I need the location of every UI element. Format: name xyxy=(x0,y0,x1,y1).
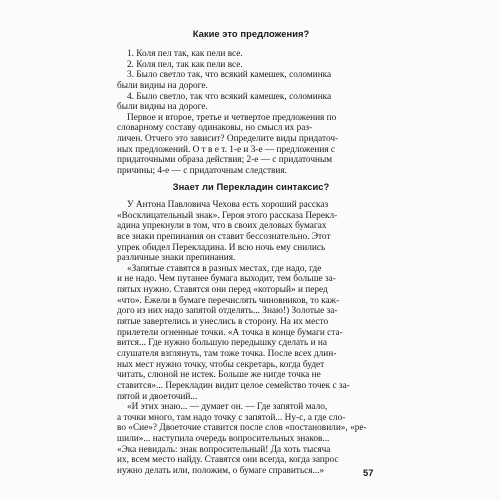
text-line: 1. Коля пел так, как пели все. xyxy=(127,49,243,59)
text-line: ных предложений. О т в е т. 1-е и 3-е — предложения с xyxy=(117,144,336,155)
text-line: 3. Было светло так, что всякий камешек, соломинка xyxy=(127,70,332,81)
text-line: ных мест нужно точку, чтобы секретарь, когда будет xyxy=(117,359,325,370)
text-line: адина упрекнули в том, что в своих деловых бумагах xyxy=(117,221,327,232)
text-line: во «Сие»? Двоеточие ставится после слов «постановили», «ре- xyxy=(117,423,367,434)
text-line: шили»... наступила очередь вопросительных знаков... xyxy=(117,434,330,445)
text-line: придаточными образа действия; 2-е — с придаточным xyxy=(117,155,333,166)
text-line: 2. Коля пел, так как пели все. xyxy=(127,59,243,70)
text-line: 4. Было светло, так что всякий камешек, соломинка xyxy=(127,91,332,102)
text-line: личен. Отчего это зависит? Определите виды придаточ- xyxy=(117,134,339,145)
text-line: все знаки препинания он ставит бессознательно. Этот xyxy=(117,231,331,242)
text-line: причины; 4-е — с придаточным следствия. xyxy=(117,166,287,177)
text-line: нужно делать или, положим, о бумаге справиться...» xyxy=(117,466,325,477)
text-line: были видны на дороге. xyxy=(117,80,208,91)
text-line: различные знаки препинания. xyxy=(117,253,236,264)
text-line: были видны на дороге. xyxy=(117,102,208,113)
text-line: Первое и второе, третье и четвертое предложения по xyxy=(127,112,337,123)
text-line: слушателя взглянуть, там тоже точка. После всех длин- xyxy=(117,348,337,359)
text-line: «что». Ежели в бумаге перечислять чиновников, то каж- xyxy=(117,295,340,306)
text-line: вится... Где нужно большую передышку сделать и на xyxy=(117,338,327,349)
text-line: пятые завертелись и унеслись в сторону. На их место xyxy=(117,317,329,328)
text-line: и не надо. Чем путанее бумага выходит, тем больше за- xyxy=(117,274,336,285)
text-line: а точки много, там надо точку с запятой... Ну-с, а где сло- xyxy=(117,412,346,423)
section-heading-1: Какие это предложения? xyxy=(192,28,310,39)
section-body-1 xyxy=(117,49,385,177)
text-line: упрек обидел Перекладина. И всю ночь ему снились xyxy=(117,242,326,253)
text-line: «И этих знаю... — думает он. — Где запятой мало, xyxy=(127,402,328,413)
section-body-2 xyxy=(117,200,385,477)
text-line: «Эка невидаль: знак вопросительный! Да хоть тысяча xyxy=(117,444,331,455)
text-line: пятых нужно. Ставятся они перед «который» и перед xyxy=(117,285,328,296)
text-line: «Запятые ставятся в разных местах, где надо, где xyxy=(127,263,322,274)
text-line: прилетели огненные точки. «А точка в конце бумаги ста- xyxy=(117,327,343,338)
text-line: пятой и двоеточий... xyxy=(117,391,198,402)
page-number: 57 xyxy=(363,467,374,478)
text-line: ставится»... Перекладин видит целое семейство точек с за- xyxy=(117,380,350,391)
text-line: словарному составу одинаковы, но смысл их раз- xyxy=(117,123,313,134)
text-line: их, всем место найду. Ставятся они всегда, когда запрос xyxy=(117,455,339,466)
text-line: У Антона Павловича Чехова есть хороший рассказ xyxy=(127,200,329,210)
text-line: читать, слюной не истек. Больше же нигде точка не xyxy=(117,370,321,381)
text-line: дого из них надо запятой отделять... Знаю!) Золотые за- xyxy=(117,306,338,317)
text-line: «Восклицательный знак». Героя этого рассказа Перекл- xyxy=(117,210,338,221)
section-heading-2: Знает ли Перекладин синтаксис? xyxy=(172,181,330,192)
